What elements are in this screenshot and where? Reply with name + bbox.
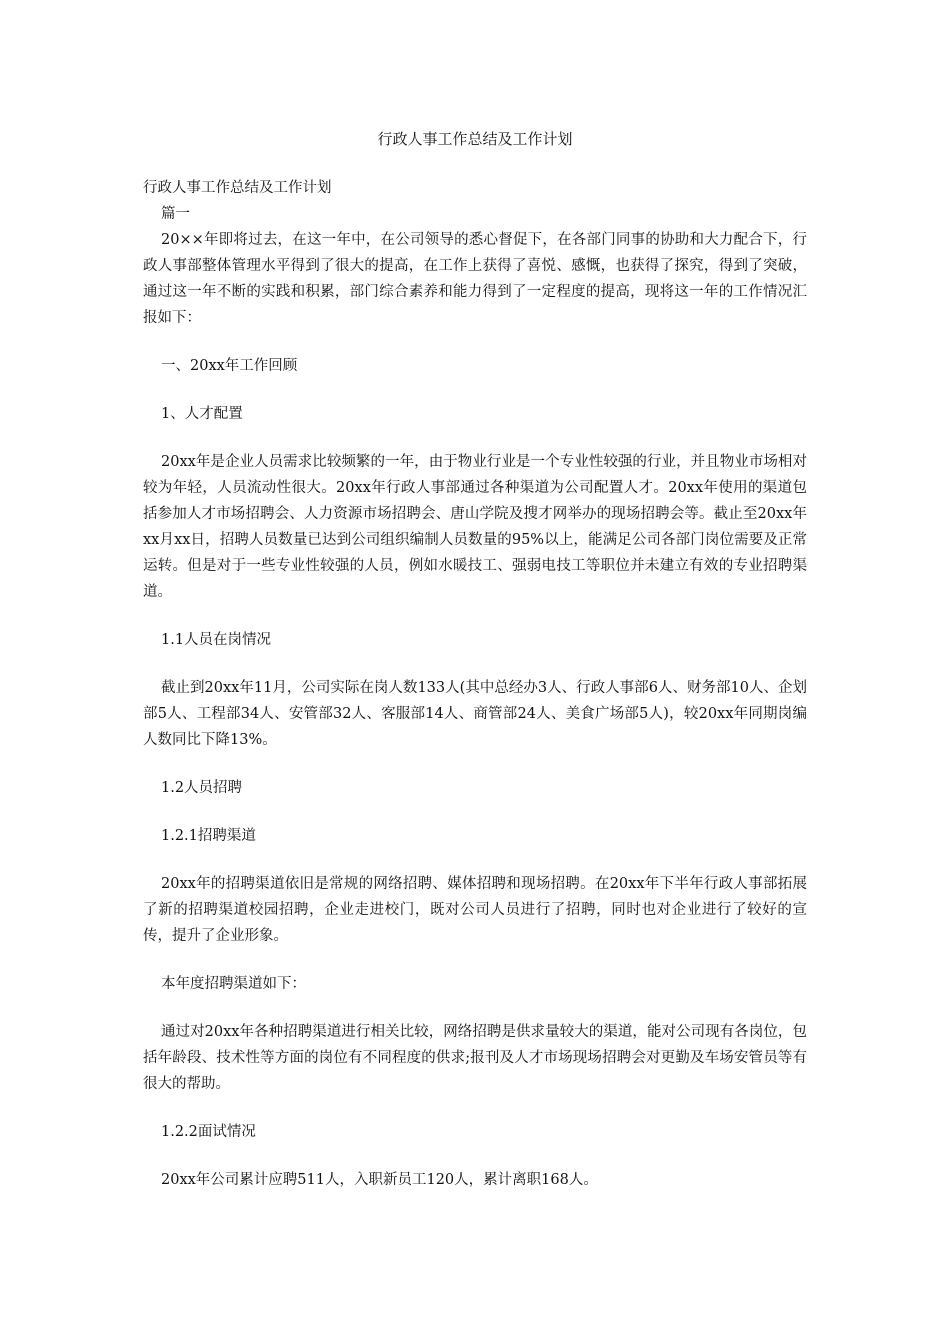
section-heading-recruit: 1.2人员招聘 [161, 780, 243, 796]
document-body [143, 175, 807, 1193]
section-heading-talent: 1、人才配置 [161, 406, 243, 422]
channel-list-intro: 本年度招聘渠道如下： [161, 976, 306, 992]
section-heading-channel: 1.2.1招聘渠道 [161, 828, 256, 844]
part-label: 篇一 [161, 206, 190, 222]
intro-paragraph: 20××年即将过去，在这一年中，在公司领导的悉心督促下，在各部门同事的协助和大力配合下，行政人事部整体管理水平得到了很大的提高，在工作上获得了喜悦、感慨，也获得了探究，得到了突破，通过这一年不断的实践和积累，部门综合素养和能力得到了一定程度的提高，现将这一年的工作情况汇报如下： [143, 232, 807, 326]
onduty-paragraph: 截止到20xx年11月，公司实际在岗人数133人(其中总经办3人、行政人事部6人、财务部10人、企划部5人、工程部34人、安管部32人、客服部14人、商管部24人、美食广场部5人)，较20xx年同期岗编人数同比下降13%。 [143, 680, 807, 748]
channel-paragraph: 20xx年的招聘渠道依旧是常规的网络招聘、媒体招聘和现场招聘。在20xx年下半年行政人事部拓展了新的招聘渠道校园招聘，企业走进校门，既对公司人员进行了招聘，同时也对企业进行了较好的宣传，提升了企业形象。 [143, 876, 807, 944]
interview-paragraph: 20xx年公司累计应聘511人，入职新员工120人，累计离职168人。 [161, 1172, 598, 1188]
talent-paragraph: 20xx年是企业人员需求比较频繁的一年，由于物业行业是一个专业性较强的行业，并且物业市场相对较为年轻，人员流动性很大。20xx年行政人事部通过各种渠道为公司配置人才。20xx年使用的渠道包括参加人才市场招聘会、人力资源市场招聘会、唐山学院及搜才网举办的现场招聘会等。截止至20xx年xx月xx日，招聘人员数量已达到公司组织编制人员数量的95%以上，能满足公司各部门岗位需要及正常运转。但是对于一些专业性较强的人员，例如水暖技工、强弱电技工等职位并未建立有效的专业招聘渠道。 [143, 454, 807, 600]
section-heading-review: 一、20xx年工作回顾 [161, 358, 298, 374]
section-heading-interview: 1.2.2面试情况 [161, 1124, 256, 1140]
section-heading-onduty: 1.1人员在岗情况 [161, 632, 272, 648]
document-title: 行政人事工作总结及工作计划 [377, 130, 573, 148]
compare-paragraph: 通过对20xx年各种招聘渠道进行相关比较，网络招聘是供求量较大的渠道，能对公司现有各岗位，包括年龄段、技术性等方面的岗位有不同程度的供求;报刊及人才市场现场招聘会对更勤及车场安管员等有很大的帮助。 [143, 1024, 807, 1092]
document-subtitle: 行政人事工作总结及工作计划 [143, 180, 332, 196]
